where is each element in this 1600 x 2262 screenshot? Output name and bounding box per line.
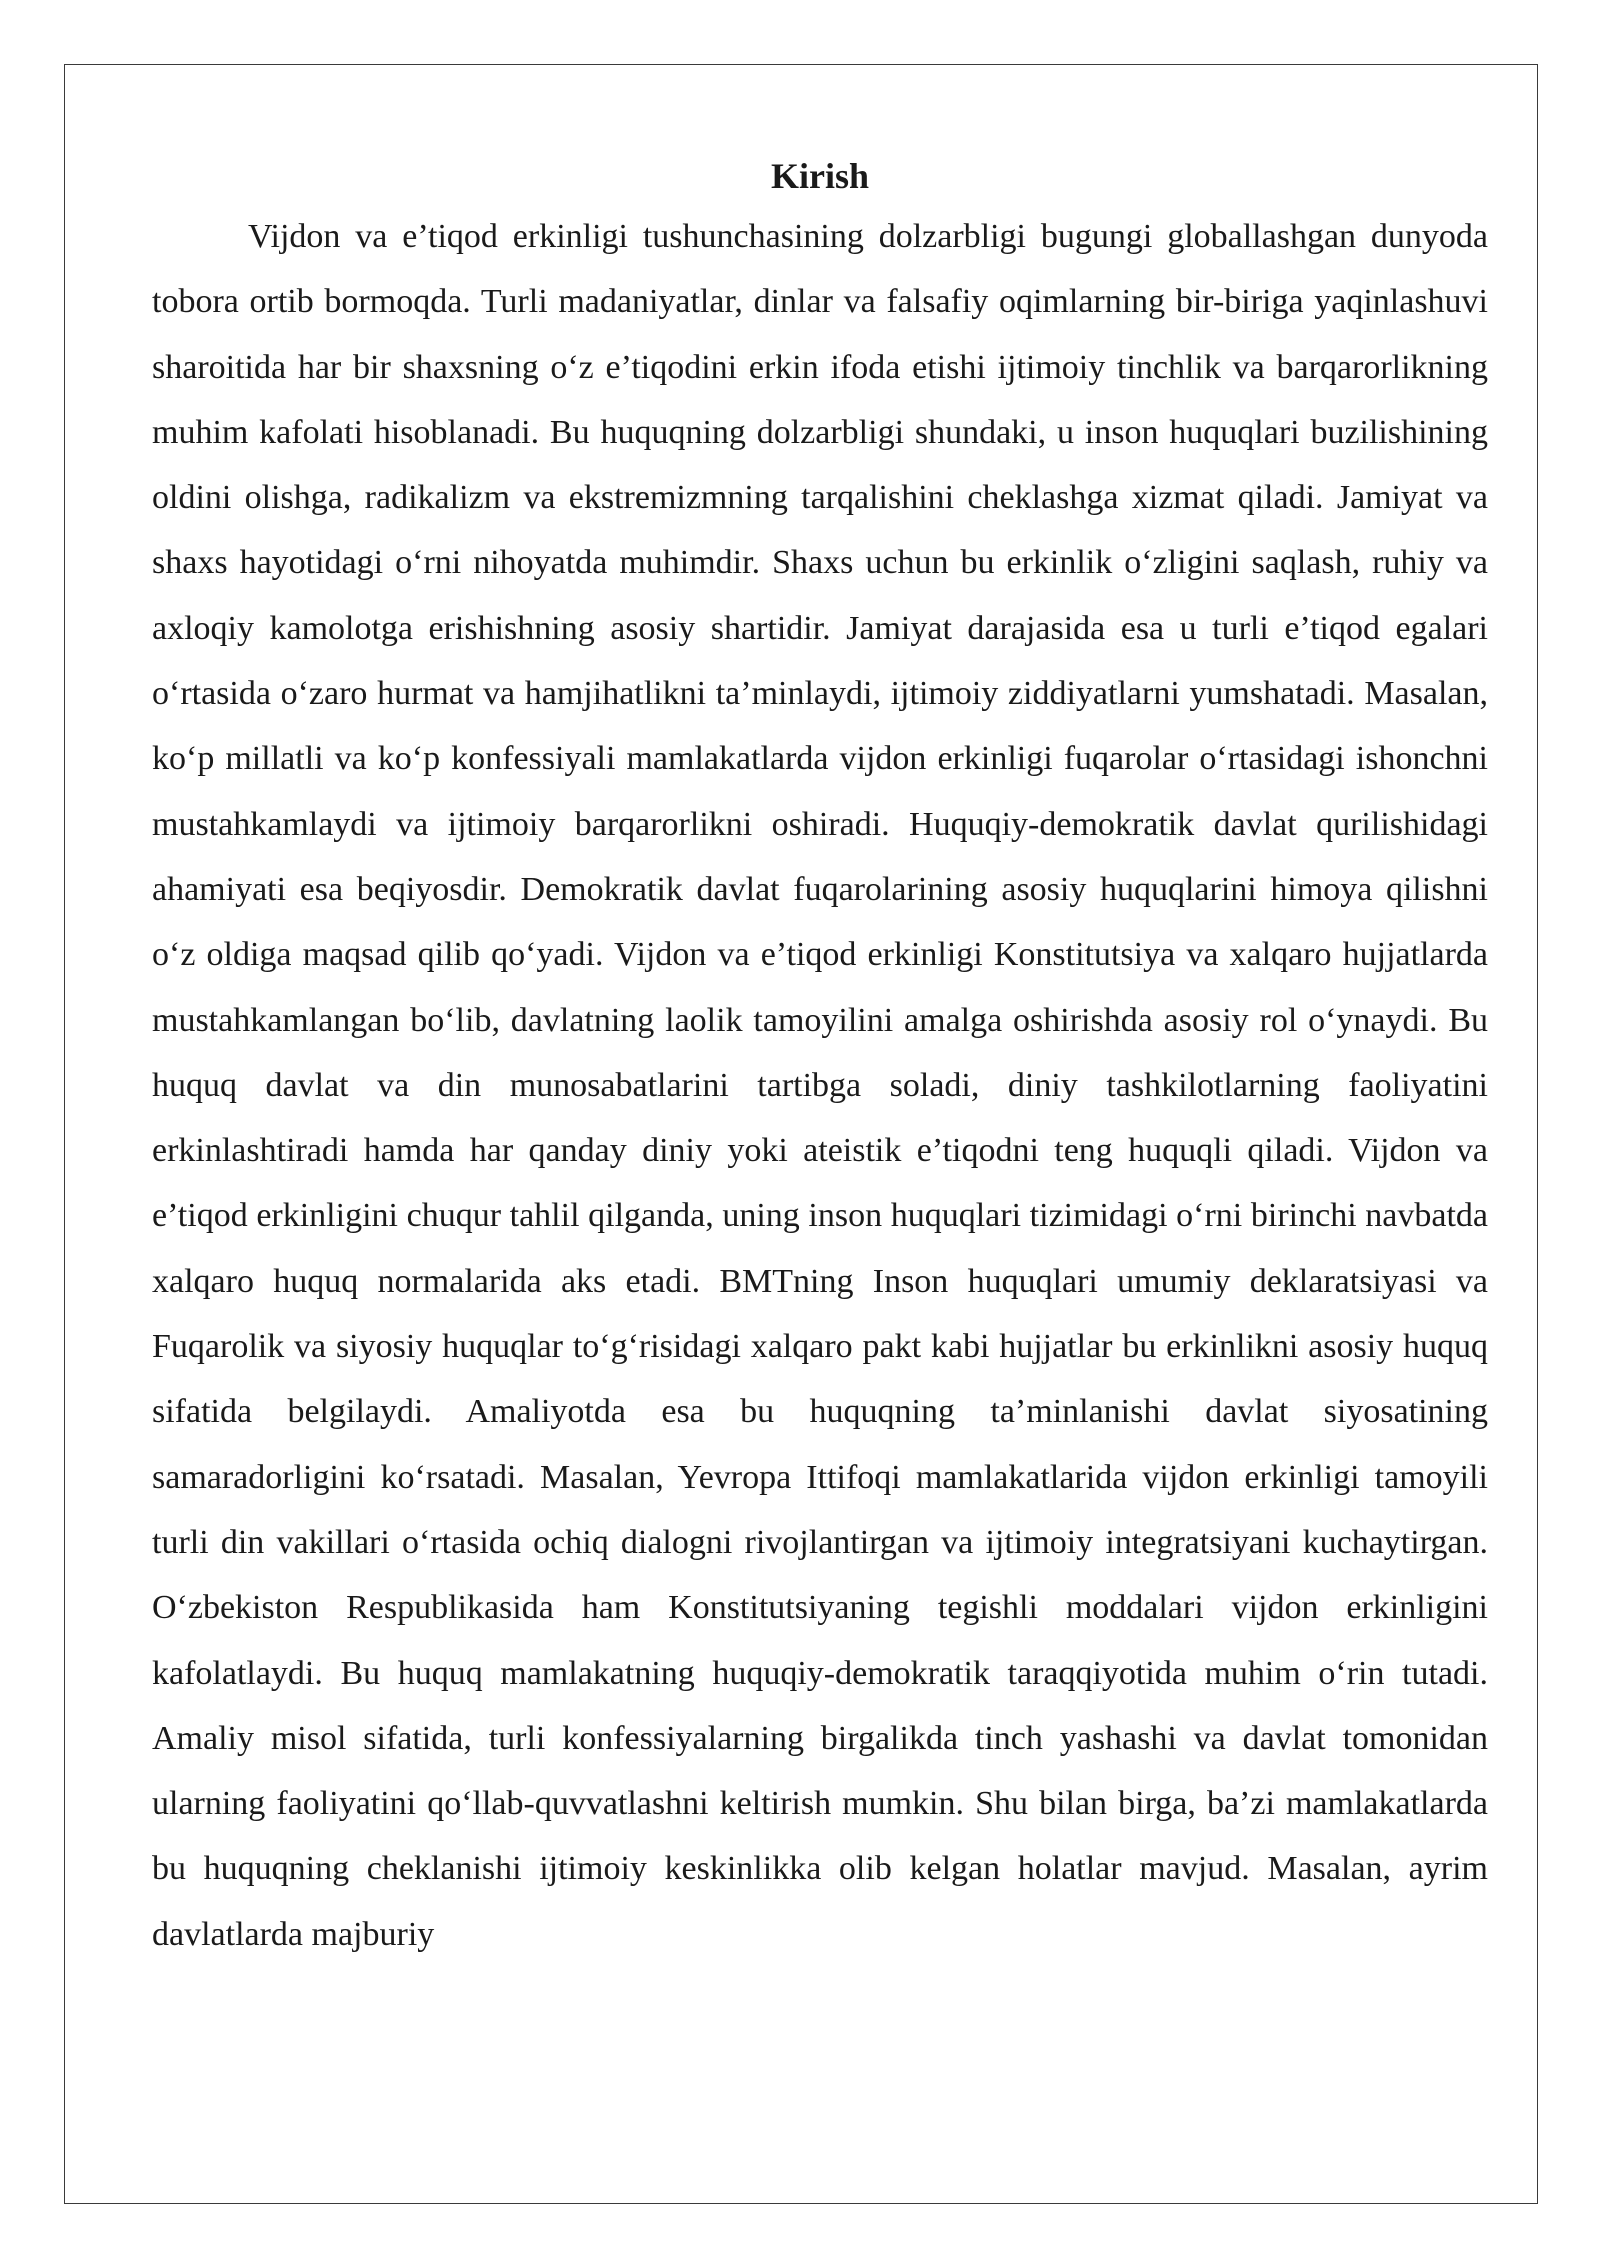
section-heading: Kirish [770,156,869,196]
document-body [152,150,1488,1967]
body-paragraph: Vijdon va e’tiqod erkinligi tushunchasining dolzarbligi bugungi globallashgan dunyoda tobora ortib bormoqda. Turli madaniyatlar, dinlar va falsafiy oqimlarning bir-biriga yaqinlashuvi sharoitida har bir shaxsning o‘z e’tiqodini erkin ifoda etishi ijtimoiy tinchlik va barqarorlikning muhim kafolati hisoblanadi. Bu huquqning dolzarbligi shundaki, u inson huquqlari buzilishining oldini olishga, radikalizm va ekstremizmning tarqalishini cheklashga xizmat qiladi. Jamiyat va shaxs hayotidagi o‘rni nihoyatda muhimdir. Shaxs uchun bu erkinlik o‘zligini saqlash, ruhiy va axloqiy kamolotga erishishning asosiy shartidir. Jamiyat darajasida esa u turli e’tiqod egalari o‘rtasida o‘zaro hurmat va hamjihatlikni ta’minlaydi, ijtimoiy ziddiyatlarni yumshatadi. Masalan, ko‘p millatli va ko‘p konfessiyali mamlakatlarda vijdon erkinligi fuqarolar o‘rtasidagi ishonchni mustahkamlaydi va ijtimoiy barqarorlikni oshiradi. Huquqiy-demokratik davlat qurilishidagi ahamiyati esa beqiyosdir. Demokratik davlat fuqarolarining asosiy huquqlarini himoya qilishni o‘z oldiga maqsad qilib qo‘yadi. Vijdon va e’tiqod erkinligi Konstitutsiya va xalqaro hujjatlarda mustahkamlangan bo‘lib, davlatning laolik tamoyilini amalga oshirishda asosiy rol o‘ynaydi. Bu huquq davlat va din munosabatlarini tartibga soladi, diniy tashkilotlarning faoliyatini erkinlashtiradi hamda har qanday diniy yoki ateistik e’tiqodni teng huquqli qiladi. Vijdon va e’tiqod erkinligini chuqur tahlil qilganda, uning inson huquqlari tizimidagi o‘rni birinchi navbatda xalqaro huquq normalarida aks etadi. BMTning Inson huquqlari umumiy deklaratsiyasi va Fuqarolik va siyosiy huquqlar to‘g‘risidagi xalqaro pakt kabi hujjatlar bu erkinlikni asosiy huquq sifatida belgilaydi. Amaliyotda esa bu huquqning ta’minlanishi davlat siyosatining samaradorligini ko‘rsatadi. Masalan, Yevropa Ittifoqi mamlakatlarida vijdon erkinligi tamoyili turli din vakillari o‘rtasida ochiq dialogni rivojlantirgan va ijtimoiy integratsiyani kuchaytirgan. O‘zbekiston Respublikasida ham Konstitutsiyaning tegishli moddalari vijdon erkinligini kafolatlaydi. Bu huquq mamlakatning huquqiy-demokratik taraqqiyotida muhim o‘rin tutadi. Amaliy misol sifatida, turli konfessiyalarning birgalikda tinch yashashi va davlat tomonidan ularning faoliyatini qo‘llab-quvvatlashni keltirish mumkin. Shu bilan birga, ba’zi mamlakatlarda bu huquqning cheklanishi ijtimoiy keskinlikka olib kelgan holatlar mavjud. Masalan, ayrim davlatlarda majburiy [152,218,1488,1953]
